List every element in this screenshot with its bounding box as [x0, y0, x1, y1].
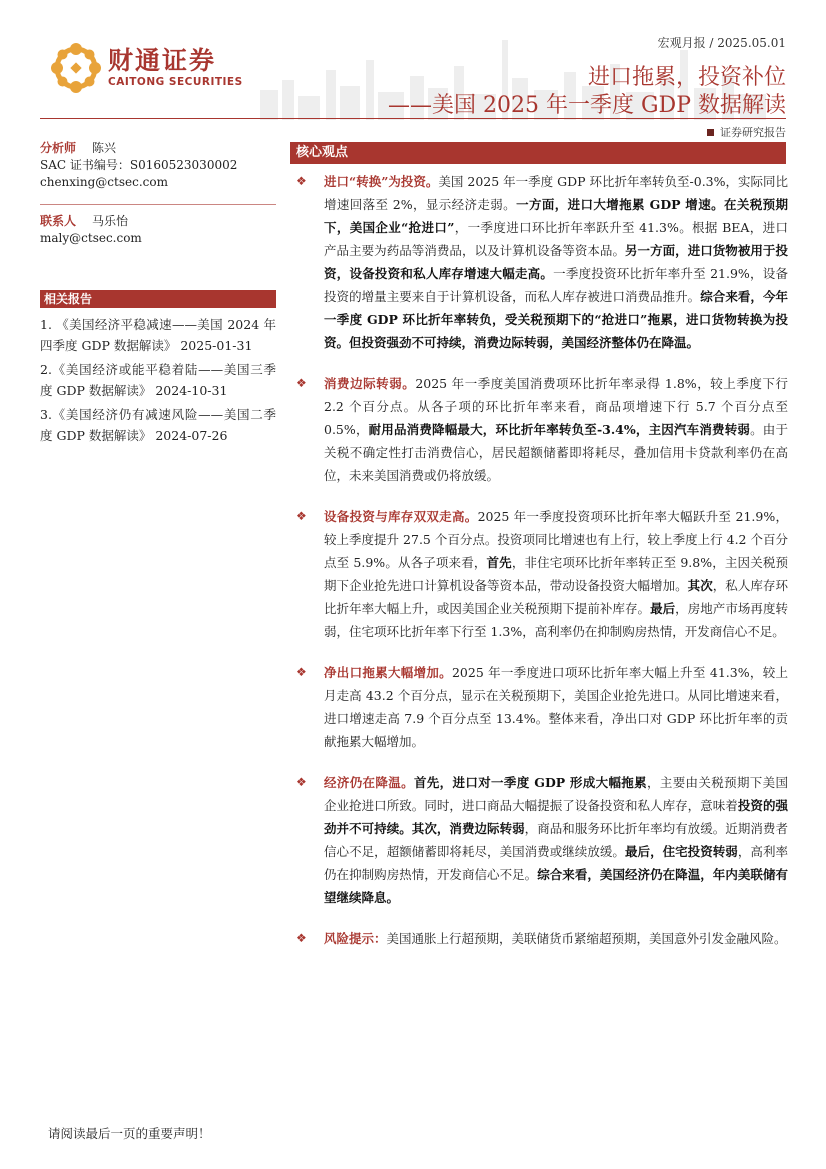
diamond-bullet-icon: ❖: [296, 376, 307, 390]
bold-text-segment: 综合来看，今年一季度 GDP 环比折年率转负，受关税预期下的“抢进口”拖累，进口货物转换为投资。但投资强劲不可持续，消费边际转弱，美国经济整体仍在降温。: [324, 289, 788, 350]
core-point-text: [324, 372, 788, 487]
related-report-item[interactable]: 2.《美国经济或能平稳着陆——美国三季度 GDP 数据解读》 2024-10-31: [40, 362, 276, 398]
core-point-text: [324, 505, 788, 643]
core-view-body: [296, 170, 788, 968]
analyst-name: 陈兴: [92, 141, 117, 155]
core-view-header: 核心观点: [290, 142, 786, 164]
core-point: [296, 372, 788, 487]
bold-text-segment: 另一方面，进口货物被用于投资，设备投资和私人库存增速大幅走高。: [324, 243, 788, 281]
text-segment: 一季度投资环比折年率升至 21.9%，设备投资的增量主要来自于计算机设备，而私人库存被进口消费品推升。: [324, 266, 788, 304]
diamond-bullet-icon: ❖: [296, 775, 307, 789]
text-segment: ，高利率仍在抑制购房热情，开发商信心不足。: [324, 844, 788, 882]
contact-name: 马乐怡: [92, 214, 129, 228]
contact-role: 联系人: [40, 214, 77, 228]
bold-text-segment: 首先，进口对一季度 GDP 形成大幅拖累: [413, 775, 647, 790]
analyst-role: 分析师: [40, 141, 77, 155]
bold-text-segment: 综合来看，美国经济仍在降温，年内美联储有望继续降息。: [324, 867, 788, 905]
analyst-sac: SAC 证书编号：S0160523030002: [40, 158, 238, 172]
core-point: [296, 661, 788, 753]
related-report-item[interactable]: 1. 《美国经济平稳减速——美国 2024 年四季度 GDP 数据解读》 2025-01-31: [40, 317, 276, 353]
diamond-bullet-icon: ❖: [296, 931, 307, 945]
contact-email[interactable]: maly@ctsec.com: [40, 231, 142, 245]
core-point: [296, 170, 788, 354]
report-meta: 宏观月报 / 2025.05.01: [657, 36, 786, 50]
bold-text-segment: 一方面，进口大增拖累 GDP 增速。在关税预期下，美国企业“抢进口”: [324, 197, 788, 235]
header-divider: [40, 118, 786, 119]
author-divider: [40, 204, 276, 205]
bold-text-segment: 最后，住宅投资转弱: [624, 844, 738, 859]
contact-block: [40, 213, 276, 247]
text-segment: ，私人库存环比折年率大幅上升，或因美国企业关税预期下提前补库存。: [324, 578, 788, 616]
core-point-heading: 进口“转换”为投资。: [324, 174, 439, 189]
disclaimer-notice: 请阅读最后一页的重要声明！: [48, 1126, 211, 1141]
square-icon: [707, 129, 714, 136]
text-segment: ，一季度进口环比折年率跃升至 41.3%。根据 BEA，进口产品主要为药品等消费品，以及计算机设备等资本品。: [324, 220, 788, 258]
core-point-heading: 风险提示：: [324, 931, 387, 946]
text-segment: ，商品和服务环比折年率均有放缓。近期消费者信心不足，超额储蓄即将耗尽，美国消费或继续放缓。: [324, 821, 788, 859]
core-point-heading: 净出口拖累大幅增加。: [324, 665, 452, 680]
text-segment: ，非住宅项环比折年率转正至 9.8%，主因关税预期下企业抢先进口计算机设备等资本品，带动设备投资大幅增加。: [324, 555, 788, 593]
core-point: [296, 927, 788, 950]
core-point-text: [324, 170, 788, 354]
related-reports-list: [40, 314, 276, 449]
core-point-text: [324, 927, 788, 950]
text-segment: 2025 年一季度美国消费项环比折年率录得 1.8%，较上季度下行 2.2 个百分点。从各子项的环比折年率来看，商品项增速下行 5.7 个百分点至 0.5%，: [324, 376, 788, 437]
text-segment: 美国 2025 年一季度 GDP 环比折年率转负至-0.3%，实际同比增速回落至 2%，显示经济走弱。: [324, 174, 788, 212]
text-segment: 。由于关税不确定性打击消费信心，居民超额储蓄即将耗尽，叠加信用卡贷款利率仍在高位，未来美国消费或仍将放缓。: [324, 422, 788, 483]
core-point-heading: 消费边际转弱。: [324, 376, 416, 391]
core-point-heading: 设备投资与库存双双走高。: [324, 509, 478, 524]
core-point-text: [324, 661, 788, 753]
text-segment: ，房地产市场再度转弱，住宅项环比折年率下行至 1.3%，高利率仍在抑制购房热情，开发商信心不足。: [324, 601, 788, 639]
diamond-bullet-icon: ❖: [296, 509, 307, 523]
analyst-block: [40, 140, 276, 191]
analyst-email[interactable]: chenxing@ctsec.com: [40, 175, 168, 189]
title-line-2: ——美国 2025 年一季度 GDP 数据解读: [388, 93, 786, 118]
brand-logo: [50, 42, 243, 94]
text-segment: 2025 年一季度进口项环比折年率大幅上升至 41.3%，较上月走高 43.2 个百分点，显示在关税预期下，美国企业抢先进口。从同比增速来看，进口增速走高 7.9 个百分点至 13.4%。整体来看，净出口对 GDP 环比折年率的贡献拖累大幅增加。: [324, 665, 788, 749]
bold-text-segment: 投资的强劲并不可持续。其次，消费边际转弱: [324, 798, 788, 836]
brand-name-cn: 财通证券: [108, 46, 217, 75]
related-reports-header: 相关报告: [40, 290, 276, 308]
title-line-1: 进口拖累，投资补位: [587, 65, 786, 90]
text-segment: 2025 年一季度投资项环比折年率大幅跃升至 21.9%，较上季度提升 27.5 个百分点。投资项同比增速也有上行，较上季度上行 4.2 个百分点至 5.9%。从各子项来看，: [324, 509, 788, 570]
bold-text-segment: 耐用品消费降幅最大，环比折年率转负至-3.4%，主因汽车消费转弱: [368, 422, 751, 437]
bold-text-segment: 最后: [650, 601, 676, 616]
diamond-bullet-icon: ❖: [296, 665, 307, 679]
core-point: [296, 771, 788, 909]
text-segment: 美国通胀上行超预期，美联储货币紧缩超预期，美国意外引发金融风险。: [386, 931, 787, 946]
bold-text-segment: 首先: [486, 555, 512, 570]
core-point-heading: 经济仍在降温。: [324, 775, 414, 790]
caitong-logo-icon: [50, 42, 102, 94]
core-point: [296, 505, 788, 643]
author-panel: [40, 140, 276, 260]
core-point-text: [324, 771, 788, 909]
brand-name-en: CAITONG SECURITIES: [108, 76, 243, 88]
report-type-label: 证券研究报告: [720, 126, 786, 139]
diamond-bullet-icon: ❖: [296, 174, 307, 188]
related-report-item[interactable]: 3.《美国经济仍有减速风险——美国二季度 GDP 数据解读》 2024-07-26: [40, 407, 276, 443]
report-title: [388, 64, 786, 120]
report-type: [707, 124, 786, 140]
bold-text-segment: 其次: [687, 578, 713, 593]
text-segment: ，主要由关税预期下美国企业抢进口所致。同时，进口商品大幅提振了设备投资和私人库存，意味着: [324, 775, 788, 813]
